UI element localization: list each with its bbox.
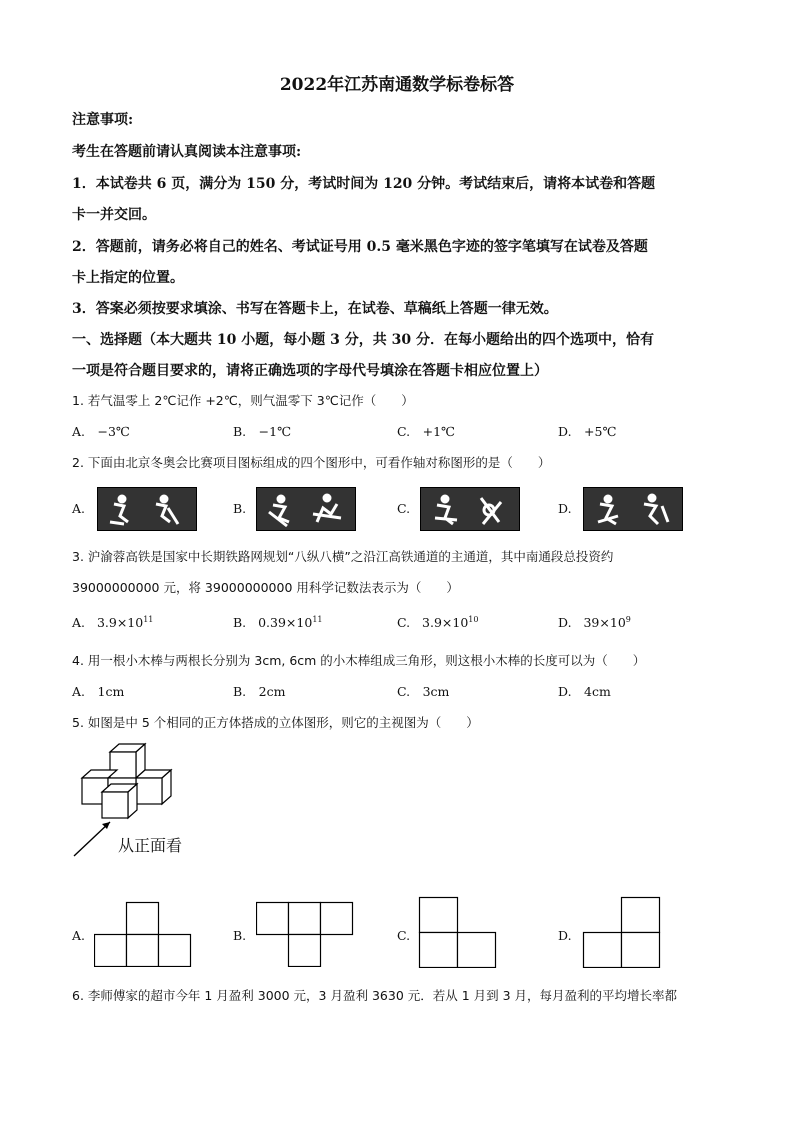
option-letter: A. [72, 615, 86, 631]
question-2-option-d[interactable]: D. [558, 501, 572, 516]
front-view-option-c [418, 896, 498, 968]
notice-heading: 注意事项: [72, 112, 134, 128]
front-view-label: 从正面看 [118, 836, 183, 855]
option-value: 0.39×10 [258, 615, 313, 631]
question-4-option-c[interactable]: C. 3cm [397, 684, 450, 699]
question-3-option-b[interactable] [233, 615, 323, 630]
question-3-stem-cont: 39000000000 元，将 39000000000 用科学记数法表示为（ ） [72, 580, 459, 595]
notice-item-1: 1．本试卷共 6 页，满分为 150 分，考试时间为 120 分钟。考试结束后，请将本试卷和答题 [72, 176, 656, 192]
option-exponent: 11 [312, 615, 323, 624]
option-letter: C. [397, 615, 411, 631]
notice-item-3: 3．答案必须按要求填涂、书写在答题卡上，在试卷、草稿纸上答题一律无效。 [72, 301, 558, 317]
notice-item-1-cont: 卡一并交回。 [72, 207, 156, 223]
question-4-option-a[interactable]: A. 1cm [72, 684, 125, 699]
question-2-stem: 2. 下面由北京冬奥会比赛项目图标组成的四个图形中，可看作轴对称图形的是（ ） [72, 455, 551, 470]
question-5-stem: 5. 如图是中 5 个相同的正方体搭成的立体图形，则它的主视图为（ ） [72, 715, 479, 730]
option-exponent: 10 [468, 615, 479, 624]
question-1-option-a[interactable]: A. −3℃ [72, 424, 130, 439]
notice-item-2-cont: 卡上指定的位置。 [72, 270, 184, 286]
section-heading: 一、选择题（本大题共 10 小题，每小题 3 分，共 30 分．在每小题给出的四个选项中，恰有 [72, 332, 654, 348]
skiing-pictogram-b [256, 487, 356, 531]
question-5-option-a[interactable]: A. [72, 928, 86, 943]
section-heading-cont: 一项是符合题目要求的，请将正确选项的字母代号填涂在答题卡相应位置上） [72, 363, 548, 379]
question-4-option-b[interactable]: B. 2cm [233, 684, 286, 699]
question-5-option-c[interactable]: C. [397, 928, 411, 943]
option-value: 3.9×10 [96, 615, 144, 631]
notice-intro: 考生在答题前请认真阅读本注意事项: [72, 144, 302, 160]
option-exponent: 11 [143, 615, 154, 624]
question-1-option-b[interactable]: B. −1℃ [233, 424, 292, 439]
question-3-option-a[interactable] [72, 615, 153, 630]
question-3-option-d[interactable] [558, 615, 631, 630]
front-view-option-d [582, 896, 662, 968]
notice-item-2: 2．答题前，请务必将自己的姓名、考试证号用 0.5 毫米黑色字迹的签字笔填写在试卷及答题 [72, 239, 648, 255]
question-1-option-d[interactable]: D. +5℃ [558, 424, 617, 439]
question-4-stem: 4. 用一根小木棒与两根长分别为 3cm, 6cm 的小木棒组成三角形，则这根小木棒的长度可以为（ ） [72, 653, 646, 668]
question-1-option-c[interactable]: C. +1℃ [397, 424, 456, 439]
question-2-option-b[interactable]: B. [233, 501, 247, 516]
skiing-pictogram-d [583, 487, 683, 531]
option-value: 3.9×10 [422, 615, 469, 631]
question-5-option-b[interactable]: B. [233, 928, 247, 943]
question-4-option-d[interactable]: D. 4cm [558, 684, 611, 699]
page-title: 2022年江苏南通数学标卷标答 [279, 75, 515, 95]
skiing-pictogram-c [420, 487, 520, 531]
option-letter: B. [233, 615, 247, 631]
question-5-option-d[interactable]: D. [558, 928, 572, 943]
front-view-option-a [94, 901, 192, 967]
skiing-pictogram-a [97, 487, 197, 531]
question-6-stem: 6. 李师傅家的超市今年 1 月盈利 3000 元，3 月盈利 3630 元．若从 1 月到 3 月，每月盈利的平均增长率都 [72, 988, 678, 1003]
question-3-option-c[interactable] [397, 615, 478, 630]
option-value: 39×10 [583, 615, 626, 631]
option-exponent: 9 [625, 615, 631, 624]
option-letter: D. [558, 615, 572, 631]
question-1-stem: 1. 若气温零上 2℃记作 +2℃，则气温零下 3℃记作（ ） [72, 393, 414, 408]
question-2-option-a[interactable]: A. [72, 501, 86, 516]
question-3-stem: 3. 沪渝蓉高铁是国家中长期铁路网规划“八纵八横”之沿江高铁通道的主通道，其中南通段总投资约 [72, 549, 614, 564]
question-2-option-c[interactable]: C. [397, 501, 411, 516]
front-view-option-b [256, 901, 354, 967]
